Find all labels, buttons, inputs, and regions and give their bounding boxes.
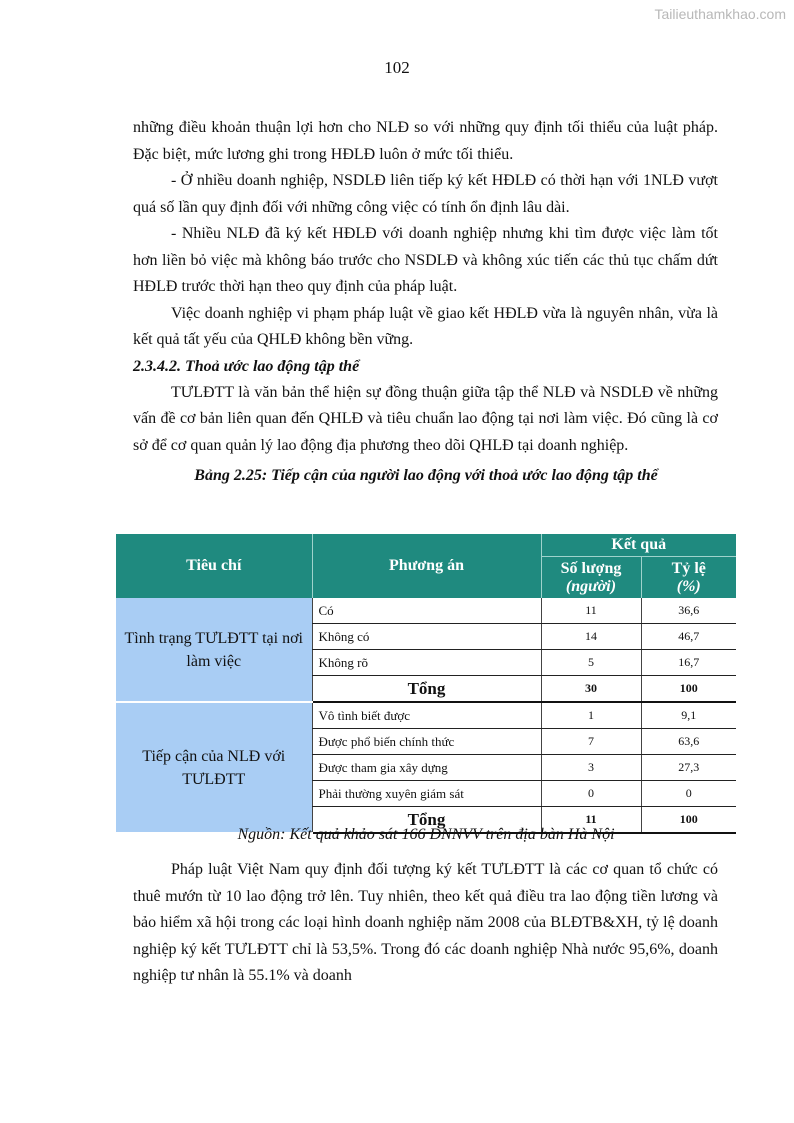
option-cell: Vô tình biết được: [312, 702, 541, 729]
ratio-cell: 16,7: [641, 650, 736, 676]
ratio-cell: 46,7: [641, 624, 736, 650]
header-ratio-unit: (%): [676, 577, 701, 595]
total-label-cell: Tổng: [312, 676, 541, 703]
ratio-cell: 0: [641, 781, 736, 807]
results-table-wrapper: [116, 534, 736, 834]
paragraph-1: - Ở nhiều doanh nghiệp, NSDLĐ liên tiếp ký kết HĐLĐ có thời hạn với 1NLĐ vượt quá số lần quy định đối với những công việc có tính ổn định lâu dài.: [133, 172, 718, 216]
count-cell: 0: [541, 781, 641, 807]
watermark: Tailieuthamkhao.com: [654, 6, 786, 22]
total-ratio-cell: 100: [641, 676, 736, 703]
header-result: Kết quả: [541, 534, 736, 557]
table-row: [116, 598, 736, 624]
total-ratio-cell: 100: [641, 807, 736, 834]
ratio-cell: 9,1: [641, 702, 736, 729]
header-option: Phương án: [312, 534, 541, 598]
ratio-cell: 63,6: [641, 729, 736, 755]
count-cell: 3: [541, 755, 641, 781]
ratio-cell: 27,3: [641, 755, 736, 781]
total-count-cell: 30: [541, 676, 641, 703]
section-heading: 2.3.4.2. Thoả ước lao động tập thể: [133, 357, 360, 375]
paragraph-0: những điều khoản thuận lợi hơn cho NLĐ so với những quy định tối thiểu của luật pháp. Đặc biệt, mức lương ghi trong HĐLĐ luôn ở mức tối thiểu.: [133, 119, 718, 163]
table-row: [116, 702, 736, 729]
option-cell: Có: [312, 598, 541, 624]
results-table: [116, 534, 736, 834]
header-ratio-label: Tỷ lệ: [671, 559, 706, 577]
total-label-cell: Tổng: [312, 807, 541, 834]
table-caption: Bảng 2.25: Tiếp cận của người lao động với thoả ước lao động tập thể: [194, 467, 658, 484]
count-cell: 14: [541, 624, 641, 650]
option-cell: Không rõ: [312, 650, 541, 676]
criteria-cell: Tình trạng TƯLĐTT tại nơi làm việc: [116, 598, 312, 702]
paragraph-2: - Nhiều NLĐ đã ký kết HĐLĐ với doanh nghiệp nhưng khi tìm được việc làm tốt hơn liền bỏ việc mà không báo trước cho NSDLĐ và không xúc tiến các thủ tục chấm dứt HĐLĐ trước thời hạn theo quy định của pháp luật.: [133, 225, 718, 295]
header-count-unit: (người): [565, 577, 617, 595]
body-text-top: [133, 115, 718, 489]
table-source: Nguồn: Kết quả khảo sát 166 DNNVV trên địa bàn Hà Nội: [237, 826, 615, 843]
count-cell: 1: [541, 702, 641, 729]
criteria-cell: Tiếp cận của NLĐ với TƯLĐTT: [116, 702, 312, 833]
header-count-label: Số lượng: [560, 559, 622, 577]
paragraph-3: Việc doanh nghiệp vi phạm pháp luật về giao kết HĐLĐ vừa là nguyên nhân, vừa là kết quả tất yếu của QHLĐ không bền vững.: [133, 304, 718, 348]
count-cell: 5: [541, 650, 641, 676]
option-cell: Không có: [312, 624, 541, 650]
closing-paragraph: Pháp luật Việt Nam quy định đối tượng ký kết TƯLĐTT là các cơ quan tổ chức có thuê mướn từ 10 lao động trở lên. Tuy nhiên, theo kết quả điều tra lao động tiền lương và bảo hiểm xã hội trong các loại hình doanh nghiệp năm 2008 của BLĐTB&XH, tỷ lệ doanh nghiệp ký kết TƯLĐTT chỉ là 53,5%. Trong đó các doanh nghiệp Nhà nước 95,6%, doanh nghiệp tư nhân là 55.1% và doanh: [133, 861, 718, 984]
total-count-cell: 11: [541, 807, 641, 834]
body-text-bottom: [133, 857, 718, 990]
count-cell: 7: [541, 729, 641, 755]
option-cell: Được phổ biến chính thức: [312, 729, 541, 755]
section-paragraph: TƯLĐTT là văn bản thể hiện sự đồng thuận giữa tập thể NLĐ và NSDLĐ về những vấn đề cơ bản liên quan đến QHLĐ và tiêu chuẩn lao động tại nơi làm việc. Đó cũng là cơ sở để cơ quan quản lý lao động địa phương theo dõi QHLĐ tại doanh nghiệp.: [133, 383, 718, 454]
header-count: [541, 557, 641, 598]
header-criteria: Tiêu chí: [116, 534, 312, 598]
page-number: 102: [384, 58, 410, 77]
count-cell: 11: [541, 598, 641, 624]
header-ratio: [641, 557, 736, 598]
option-cell: Được tham gia xây dựng: [312, 755, 541, 781]
ratio-cell: 36,6: [641, 598, 736, 624]
option-cell: Phải thường xuyên giám sát: [312, 781, 541, 807]
